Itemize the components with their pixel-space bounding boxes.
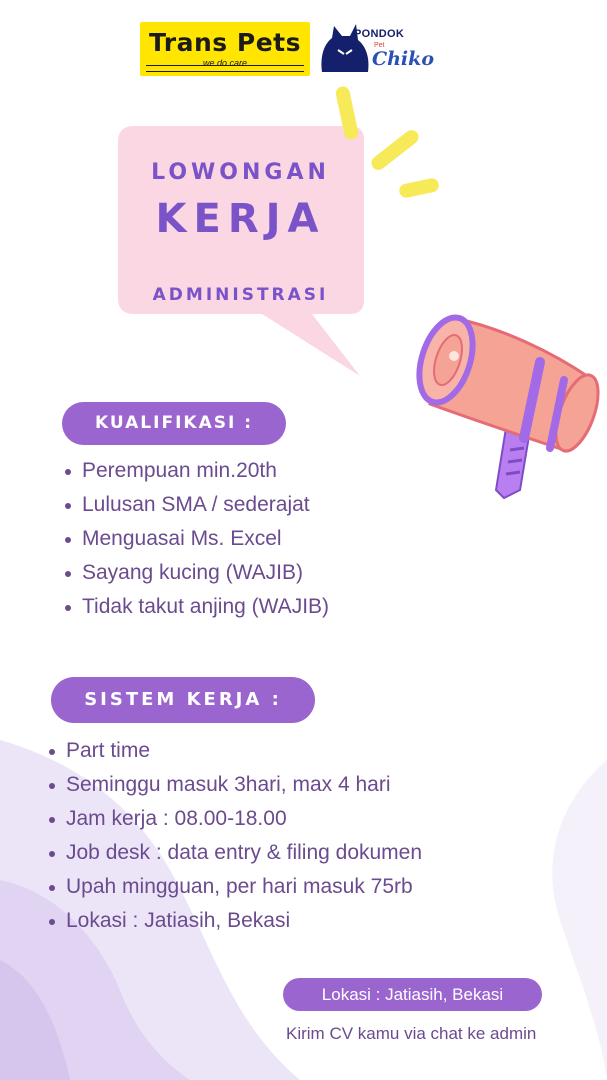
- pondok-logo-script: Chiko: [372, 48, 434, 70]
- headline-sub: ADMINISTRASI: [152, 285, 329, 305]
- work-system-list: [48, 734, 422, 938]
- qualifications-list: [64, 454, 329, 624]
- footer-note: Kirim CV kamu via chat ke admin: [286, 1024, 537, 1043]
- list-item: Lokasi : Jatiasih, Bekasi: [48, 904, 422, 938]
- list-item: Lulusan SMA / sederajat: [64, 488, 329, 522]
- list-item: Menguasai Ms. Excel: [64, 522, 329, 556]
- pondok-chiko-logo: [316, 22, 434, 78]
- list-item: Tidak takut anjing (WAJIB): [64, 590, 329, 624]
- headline-big: KERJA: [155, 196, 326, 242]
- qualifications-title: KUALIFIKASI :: [62, 402, 286, 445]
- headline-small: LOWONGAN: [151, 160, 330, 185]
- trans-pets-logo: [140, 22, 310, 76]
- trans-pets-logo-tagline: we do care: [202, 58, 248, 68]
- list-item: Part time: [48, 734, 422, 768]
- list-item: Sayang kucing (WAJIB): [64, 556, 329, 590]
- pondok-logo-sub: Pet: [374, 42, 385, 49]
- list-item: Seminggu masuk 3hari, max 4 hari: [48, 768, 422, 802]
- location-pill: Lokasi : Jatiasih, Bekasi: [283, 978, 542, 1011]
- logo-stripes: [146, 65, 304, 72]
- trans-pets-logo-name: Trans Pets: [149, 28, 301, 57]
- list-item: Jam kerja : 08.00-18.00: [48, 802, 422, 836]
- pondok-logo-title: PONDOK: [354, 28, 405, 40]
- list-item: Job desk : data entry & filing dokumen: [48, 836, 422, 870]
- megaphone-icon: [412, 300, 607, 500]
- list-item: Perempuan min.20th: [64, 454, 329, 488]
- work-system-title: SISTEM KERJA :: [51, 677, 315, 723]
- list-item: Upah mingguan, per hari masuk 75rb: [48, 870, 422, 904]
